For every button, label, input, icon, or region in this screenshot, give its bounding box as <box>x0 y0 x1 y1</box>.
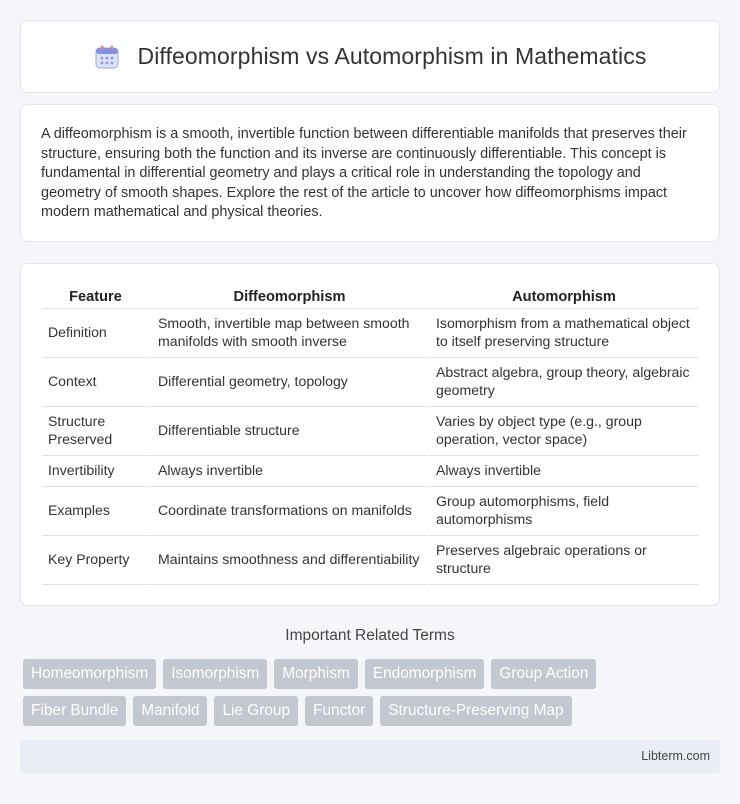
table-row <box>42 456 698 487</box>
cell-feature: Key Property <box>42 536 149 585</box>
cell-feature: Context <box>42 358 149 407</box>
cell-feature: Examples <box>42 487 149 536</box>
tag-homeomorphism[interactable]: Homeomorphism <box>23 659 156 689</box>
header-card <box>20 20 720 93</box>
tag-morphism[interactable]: Morphism <box>274 659 358 689</box>
table-row <box>42 487 698 536</box>
cell-automorphism: Preserves algebraic operations or structure <box>427 536 698 585</box>
cell-automorphism: Always invertible <box>427 456 698 487</box>
footer <box>20 740 720 773</box>
cell-feature: Definition <box>42 309 149 358</box>
tag-row <box>23 696 723 726</box>
tag-functor[interactable]: Functor <box>305 696 373 726</box>
cell-diffeomorphism: Always invertible <box>149 456 427 487</box>
table-row <box>42 536 698 585</box>
cell-diffeomorphism: Maintains smoothness and differentiability <box>149 536 427 585</box>
footer-brand-link[interactable]: Libterm.com <box>641 749 710 763</box>
cell-automorphism: Varies by object type (e.g., group operation, vector space) <box>427 407 698 456</box>
cell-feature: Structure Preserved <box>42 407 149 456</box>
cell-feature: Invertibility <box>42 456 149 487</box>
cell-diffeomorphism: Coordinate transformations on manifolds <box>149 487 427 536</box>
header-automorphism: Automorphism <box>427 284 698 309</box>
cell-diffeomorphism: Differentiable structure <box>149 407 427 456</box>
comparison-table <box>42 284 698 585</box>
related-terms-tags <box>23 659 723 733</box>
calendar-icon <box>94 44 120 70</box>
related-terms-title: Important Related Terms <box>285 627 455 644</box>
header-inner <box>94 43 647 70</box>
page-title: Diffeomorphism vs Automorphism in Mathematics <box>137 43 647 69</box>
header-feature: Feature <box>42 284 149 309</box>
cell-automorphism: Abstract algebra, group theory, algebraic geometry <box>427 358 698 407</box>
intro-card <box>20 104 720 242</box>
tag-isomorphism[interactable]: Isomorphism <box>163 659 267 689</box>
table-row <box>42 407 698 456</box>
intro-paragraph: A diffeomorphism is a smooth, invertible function between differentiable manifolds that preserves their structure, ensuring both the function and its inverse are continuously differentiable. This concept is fundamental in differential geometry and plays a critical role in understanding the topology and geometry of smooth shapes. Explore the rest of the article to uncover how diffeomorphisms impact modern mathematical and physical theories. <box>41 126 687 221</box>
cell-automorphism: Isomorphism from a mathematical object to itself preserving structure <box>427 309 698 358</box>
table-row <box>42 358 698 407</box>
header-diffeomorphism: Diffeomorphism <box>149 284 427 309</box>
cell-diffeomorphism: Differential geometry, topology <box>149 358 427 407</box>
tag-manifold[interactable]: Manifold <box>133 696 207 726</box>
tag-fiber-bundle[interactable]: Fiber Bundle <box>23 696 126 726</box>
tag-endomorphism[interactable]: Endomorphism <box>365 659 485 689</box>
tag-structure-preserving-map[interactable]: Structure-Preserving Map <box>380 696 571 726</box>
tag-row <box>23 659 723 689</box>
table-header-row <box>42 284 698 309</box>
cell-diffeomorphism: Smooth, invertible map between smooth manifolds with smooth inverse <box>149 309 427 358</box>
tag-group-action[interactable]: Group Action <box>491 659 596 689</box>
comparison-table-card <box>20 263 720 606</box>
table-row <box>42 309 698 358</box>
cell-automorphism: Group automorphisms, field automorphisms <box>427 487 698 536</box>
tag-lie-group[interactable]: Lie Group <box>214 696 298 726</box>
